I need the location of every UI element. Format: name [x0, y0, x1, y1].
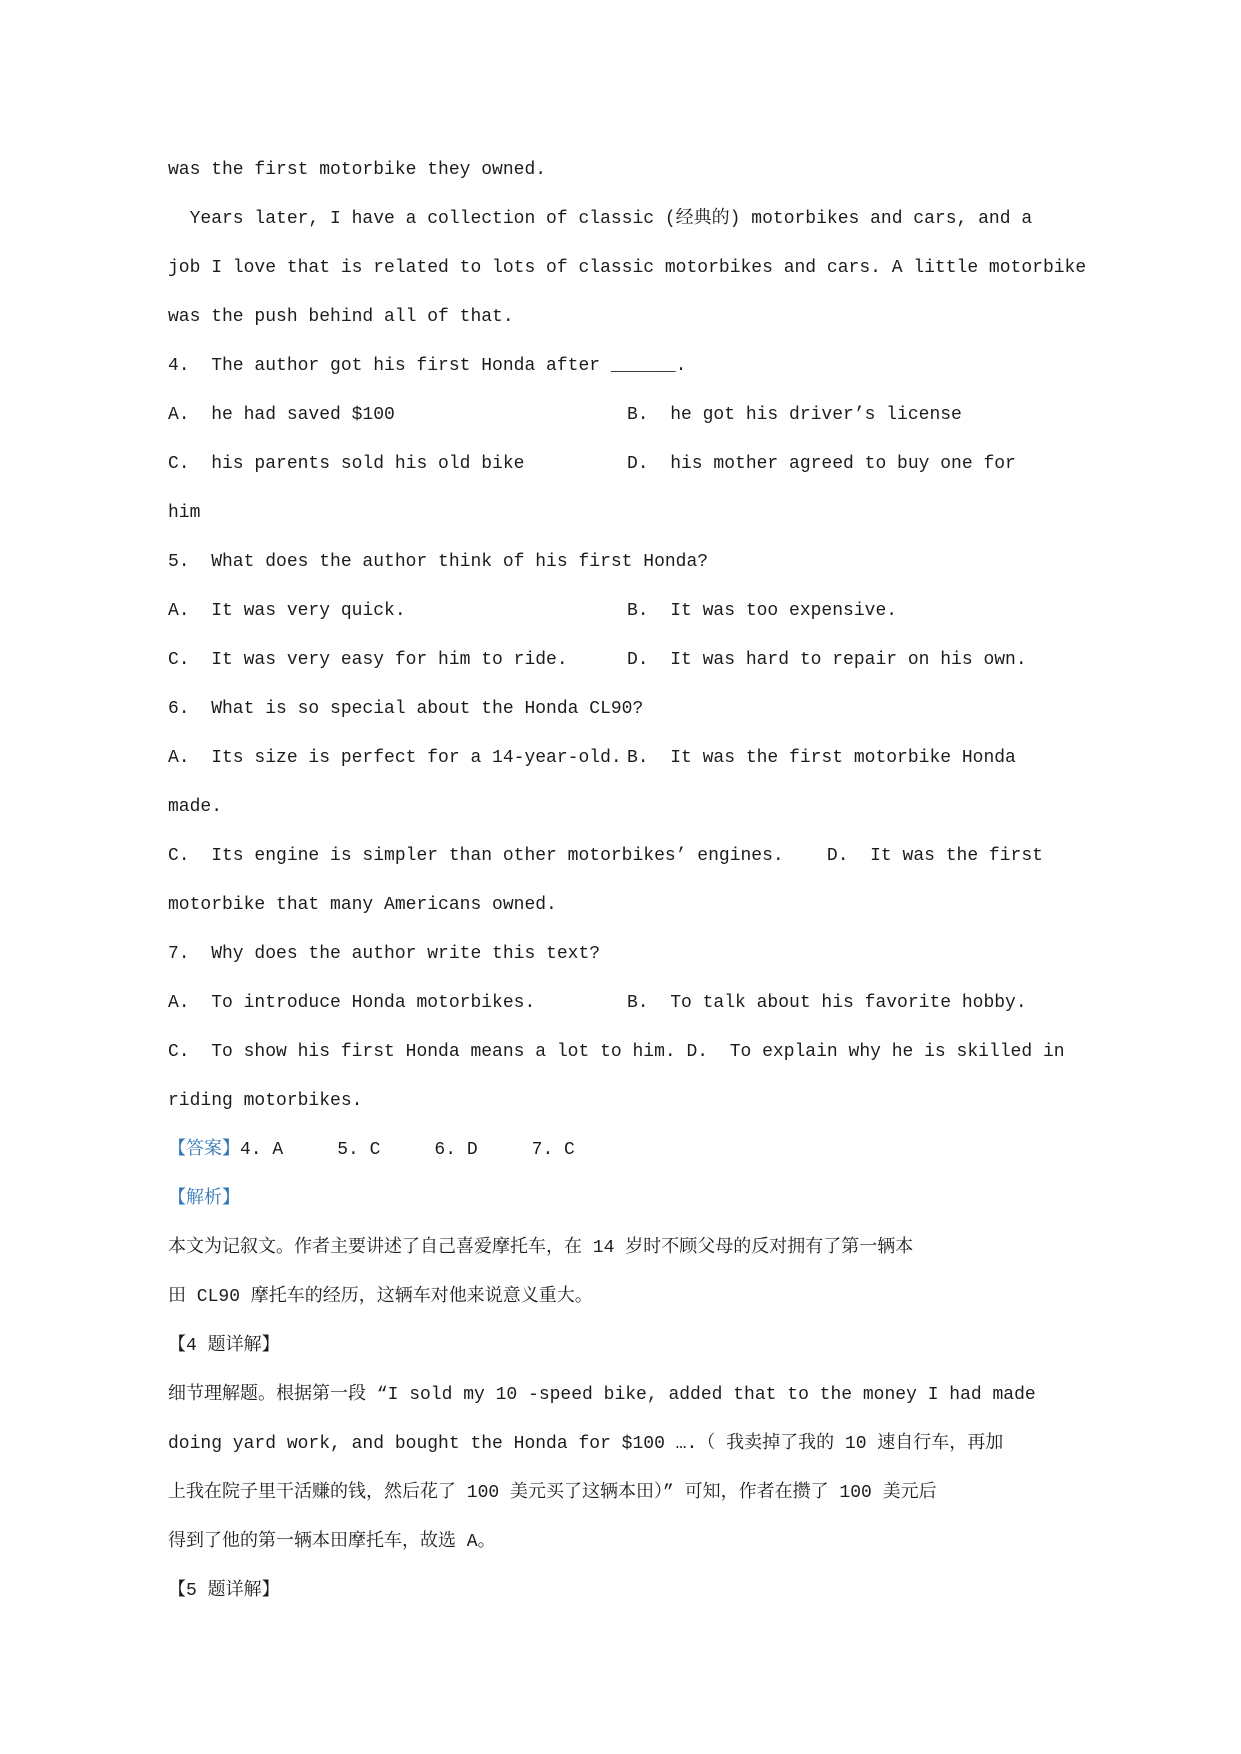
line-text: 6. What is so special about the Honda CL90?	[168, 699, 644, 719]
line-text: 细节理解题。根据第一段 “I sold my 10 -speed bike, added that to the money I had made	[168, 1385, 1036, 1405]
option-text-right: B. To talk about his favorite hobby.	[627, 993, 1027, 1013]
option-7-d-overflow	[168, 1077, 1098, 1126]
passage-line-3	[168, 244, 1098, 293]
question-5	[168, 538, 1098, 587]
line-text: 本文为记叙文。作者主要讲述了自己喜爱摩托车，在 14 岁时不顾父母的反对拥有了第一辆本	[168, 1238, 914, 1258]
explanation-4-line-1	[168, 1371, 1098, 1420]
line-text: was the first motorbike they owned.	[168, 160, 547, 180]
options-5-cd	[168, 636, 1098, 685]
document-page	[168, 146, 1098, 1616]
line-text: doing yard work, and bought the Honda for $100 ….（ 我卖掉了我的 10 速自行车，再加	[168, 1434, 1004, 1454]
analysis-heading	[168, 1175, 1098, 1224]
analysis-summary-line-1	[168, 1224, 1098, 1273]
question-6	[168, 685, 1098, 734]
line-text: 得到了他的第一辆本田摩托车，故选 A。	[168, 1532, 496, 1552]
passage-line-2	[168, 195, 1098, 244]
line-text: job I love that is related to lots of classic motorbikes and cars. A little motorbike	[168, 258, 1087, 278]
line-text: Years later, I have a collection of classic (经典的) motorbikes and cars, and a	[168, 209, 1033, 229]
option-text-left: A. Its size is perfect for a 14-year-old.	[168, 748, 622, 768]
option-6-d-overflow	[168, 881, 1098, 930]
explanation-4-line-2	[168, 1420, 1098, 1469]
options-7-cd-inline	[168, 1028, 1098, 1077]
option-text-left: C. It was very easy for him to ride.	[168, 650, 568, 670]
option-6-b-overflow	[168, 783, 1098, 832]
option-text-left: A. To introduce Honda motorbikes.	[168, 993, 536, 1013]
line-text: made.	[168, 797, 223, 817]
options-5-ab	[168, 587, 1098, 636]
answer-line	[168, 1126, 1098, 1175]
line-text: 田 CL90 摩托车的经历，这辆车对他来说意义重大。	[168, 1287, 593, 1307]
line-text: 上我在院子里干活赚的钱，然后花了 100 美元买了这辆本田）” 可知，作者在攒了 100 美元后	[168, 1483, 937, 1503]
line-text: 5. What does the author think of his first Honda?	[168, 552, 709, 572]
explanation-5-heading	[168, 1567, 1098, 1616]
passage-line-1	[168, 146, 1098, 195]
line-text: 【5 题详解】	[168, 1581, 280, 1601]
question-4	[168, 342, 1098, 391]
question-7	[168, 930, 1098, 979]
option-4-d-overflow	[168, 489, 1098, 538]
options-4-cd	[168, 440, 1098, 489]
line-text: him	[168, 503, 201, 523]
option-text-right: B. he got his driver’s license	[627, 405, 962, 425]
line-text: was the push behind all of that.	[168, 307, 514, 327]
line-text: riding motorbikes.	[168, 1091, 363, 1111]
line-text: C. Its engine is simpler than other motorbikes’ engines. D. It was the first	[168, 846, 1043, 866]
analysis-summary-line-2	[168, 1273, 1098, 1322]
line-text: 4. A 5. C 6. D 7. C	[240, 1140, 575, 1160]
options-6-ab	[168, 734, 1098, 783]
explanation-4-line-3	[168, 1469, 1098, 1518]
line-text: 7. Why does the author write this text?	[168, 944, 601, 964]
line-text: 【4 题详解】	[168, 1336, 280, 1356]
section-label: 【答案】	[168, 1140, 240, 1160]
line-text: 4. The author got his first Honda after ______.	[168, 356, 687, 376]
option-text-left: C. his parents sold his old bike	[168, 454, 525, 474]
option-text-right: D. his mother agreed to buy one for	[627, 454, 1016, 474]
line-text: C. To show his first Honda means a lot to him. D. To explain why he is skilled in	[168, 1042, 1065, 1062]
options-6-cd-inline	[168, 832, 1098, 881]
explanation-4-line-4	[168, 1518, 1098, 1567]
line-text: motorbike that many Americans owned.	[168, 895, 557, 915]
option-text-right: B. It was too expensive.	[627, 601, 898, 621]
explanation-4-heading	[168, 1322, 1098, 1371]
options-7-ab	[168, 979, 1098, 1028]
option-text-left: A. he had saved $100	[168, 405, 395, 425]
option-text-right: B. It was the first motorbike Honda	[627, 748, 1016, 768]
passage-line-4	[168, 293, 1098, 342]
option-text-right: D. It was hard to repair on his own.	[627, 650, 1027, 670]
section-label: 【解析】	[168, 1189, 240, 1209]
options-4-ab	[168, 391, 1098, 440]
option-text-left: A. It was very quick.	[168, 601, 406, 621]
